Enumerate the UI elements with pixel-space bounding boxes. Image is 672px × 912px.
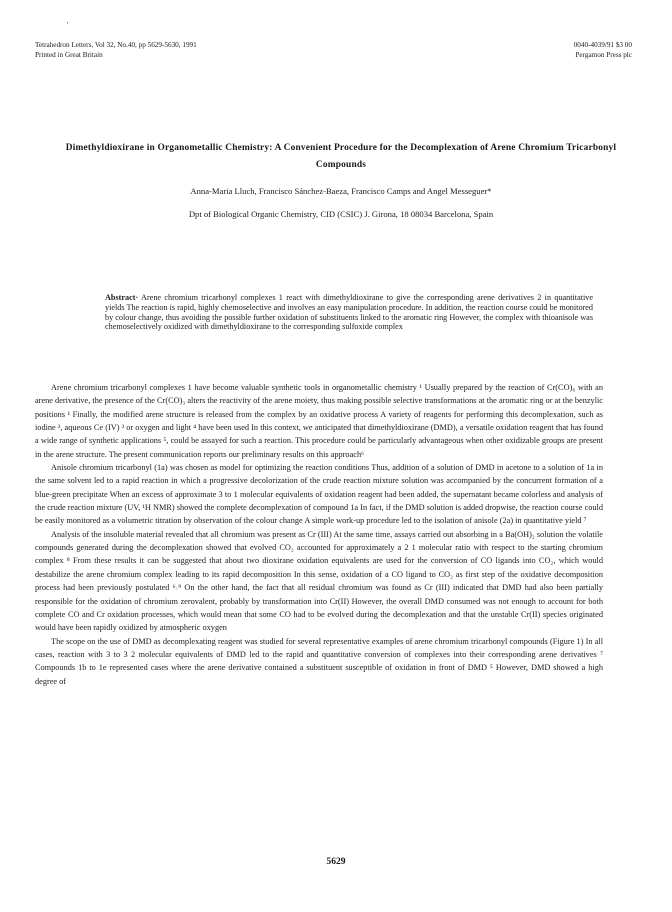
article-body — [35, 381, 603, 688]
affiliation: Dpt of Biological Organic Chemistry, CID (CSIC) J. Girona, 18 08034 Barcelona, Spain — [188, 209, 494, 219]
article-title: Dimethyldioxirane in Organometallic Chemistry: A Convenient Procedure for the Decomplexation of Arene Chromium Tricarbonyl Compounds — [65, 143, 617, 170]
body-paragraph-3: Analysis of the insoluble material revealed that all chromium was present as Cr (III) At the same time, assays carried out absorbing in a Ba(OH)₂ solution the volatile compounds generated during the decomplexation showed that evolved CO₂ accounted for approximately a 2 1 molecular ratio with respect to the starting chromium complex ⁸ From these results it can be suggested that about two dioxirane oxidation equivalents are used for the conversion of CO ligands into CO₂, which would destabilize the arene chromium complex leading to its rapid decomposition In this sense, oxidation of a CO ligand to CO₂ as first step of the oxidative decomposition process had been previously postulated ⁶˒⁹ On the other hand, the fact that all residual chromium was found as Cr (III) indicated that DMD had also been partially responsible for the oxidation of chromium zerovalent, probably by transformation into Cr(II) However, the overall DMD consumed was not enough to account for both complete CO and Cr oxidation processes, which would mean that some CO had to be evolved during the decomplexation and that the unstable Cr(II) species originated would have been rapidly oxidized by atmospheric oxygen — [35, 529, 603, 633]
journal-info — [35, 40, 197, 60]
journal-citation: Tetrahedron Letters, Vol 32, No.40, pp 5629-5630, 1991 — [35, 41, 197, 49]
issn-price: 0040-4039/91 $3 00 — [573, 41, 632, 49]
top-mark: ' — [67, 21, 69, 29]
printed-in: Printed in Great Britain — [35, 51, 103, 59]
body-paragraph-2: Anisole chromium tricarbonyl (1a) was chosen as model for optimizing the reaction conditions Thus, addition of a solution of DMD in acetone to a solution of 1a in the same solvent led to a rapid reaction in which a progressive decolorization of the crude reaction mixture solution was accompanied by the concurrent formation of a blue-green precipitate When an excess of approximate 3 to 1 molecular equivalents of oxidation reagent had been added, the supernatant became colorless and analysis of the crude reaction mixture (UV, ¹H NMR) showed the complete decomplexation of compound 1a In fact, if the DMD solution is added dropwise, the reaction course could be easily monitored as a volumetric titration by observation of the colour change A simple work-up procedure led to the isolation of anisole (2a) in quantitative yield ⁷ — [35, 463, 603, 526]
abstract-text: Arene chromium tricarbonyl complexes 1 react with dimethyldioxirane to give the corresponding arene derivatives 2 in quantitative yields The reaction is rapid, highly chemoselective and involves an easy manipulation procedure. In addition, the reaction course could be monitored by colour change, thus avoiding the possible further oxidation of substituents linked to the aromatic ring However, the complex with thioanisole was chemoselectively oxidized with dimethyldioxirane to the corresponding sulfoxide complex — [105, 293, 593, 332]
body-paragraph-4: The scope on the use of DMD as decomplexating reagent was studied for several representative examples of arene chromium tricarbonyl compounds (Figure 1) In all cases, reaction with 3 to 3 2 molecular equivalents of DMD led to the rapid and quantitative conversion of complexes into their corresponding arene derivatives ⁷ Compounds 1b to 1e represented cases where the arene derivative contained a substituent susceptible of oxidation in front of DMD ⁵ However, DMD showed a high degree of — [35, 636, 603, 686]
abstract-label: Abstract· — [105, 293, 139, 302]
body-paragraph-1: Arene chromium tricarbonyl complexes 1 have become valuable synthetic tools in organometallic chemistry ¹ Usually prepared by the reaction of Cr(CO)₆ with an arene derivative, the presence of the Cr(CO)₃ alters the reactivity of the arene moiety, thus making possible selective transformations at the aromatic ring or at the benzylic positions ¹ Finally, the modified arene structure is released from the complex by an oxidative process A variety of reagents for performing this decomplexation, such as iodine ², aqueous Ce (IV) ³ or oxygen and light ⁴ have been used In this context, we anticipated that dimethyldioxirane (DMD), a versatile oxidation reagent that has found a wide range of synthetic applications ⁵, could be assayed for such a reaction. This procedure could be particularly advantageous when other oxidizable groups are present in the arene structure. The present communication reports our preliminary results on this approach⁶ — [35, 383, 603, 459]
publisher: Pergamon Press plc — [575, 51, 632, 59]
publisher-info — [574, 40, 632, 60]
author-list: Anna-Maria Lluch, Francisco Sánchez-Baeza, Francisco Camps and Angel Messeguer* — [190, 186, 492, 196]
page-number: 5629 — [326, 856, 346, 867]
abstract — [105, 293, 593, 332]
